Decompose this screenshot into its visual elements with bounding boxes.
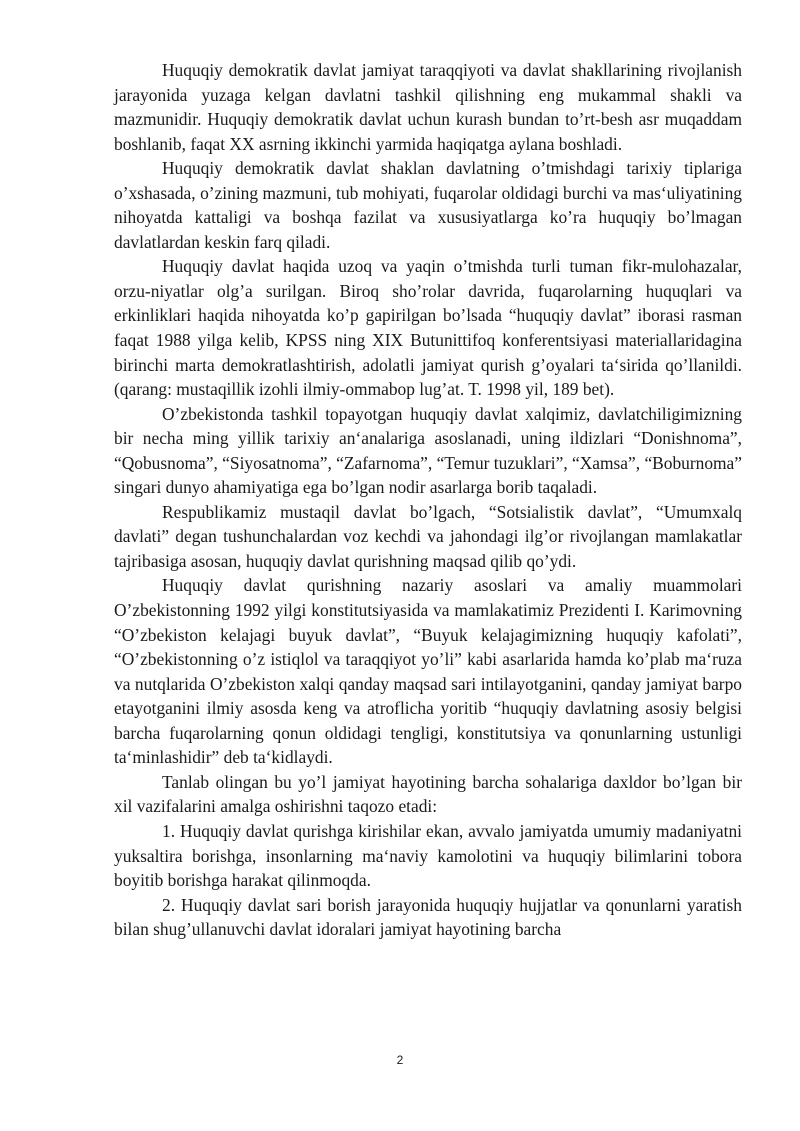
- paragraph-5: Respublikamiz mustaqil davlat bo’lgach, “Sotsialistik davlat”, “Umumxalq davlati” degan tushunchalardan voz kechdi va jahondagi ilg’or rivojlangan mamlakatlar tajribasiga asosan, huquqiy davlat qurishning maqsad qilib qo’ydi.: [114, 501, 742, 571]
- paragraph-3: Huquqiy davlat haqida uzoq va yaqin o’tmishda turli tuman fikr-mulohazalar, orzu-niyatlar olg’a surilgan. Biroq sho’rolar davrida, fuqarolarning huquqlari va erkinliklari haqida nihoyatda ko’p gapirilgan bo’lsada “huquqiy davlat” iborasi rasman faqat 1988 yilga kelib, KPSS ning XIX Butunittifoq konferentsiyasi materiallaridagina birinchi marta demokratlashtirish, adolatli jamiyat qurish g’oyalari ta‘sirida qo’llanildi. (qarang: mustaqillik izohli ilmiy-ommabop lug’at. T. 1998 yil, 189 bet).: [114, 256, 742, 400]
- paragraph-7: Tanlab olingan bu yo’l jamiyat hayotining barcha sohalariga daxldor bo’lgan bir xil vazifalarini amalga oshirishni taqozo etadi:: [114, 771, 742, 817]
- paragraph-2: Huquqiy demokratik davlat shaklan davlatning o’tmishdagi tarixiy tiplariga o’xshasada, o’zining mazmuni, tub mohiyati, fuqarolar oldidagi burchi va mas‘uliyatining nihoyatda kattaligi va boshqa fazilat va xususiyatlarga ko’ra huquqiy bo’lmagan davlatlardan keskin farq qiladi.: [114, 158, 742, 252]
- paragraph-8: 1. Huquqiy davlat qurishga kirishilar ekan, avvalo jamiyatda umumiy madaniyatni yuksaltira borishga, insonlarning ma‘naviy kamolotini va huquqiy bilimlarini tobora boyitib borishga harakat qilinmoqda.: [114, 820, 742, 891]
- paragraph-4: O’zbekistonda tashkil topayotgan huquqiy davlat xalqimiz, davlatchiligimizning bir necha ming yillik tarixiy an‘analariga asoslanadi, uning ildizlari “Donishnoma”, “Qobusnoma”, “Siyosatnoma”, “Zafarnoma”, “Temur tuzuklari”, “Xamsa”, “Boburnoma” singari dunyo ahamiyatiga ega bo’lgan nodir asarlarga borib taqaladi.: [114, 403, 742, 498]
- paragraph-1: Huquqiy demokratik davlat jamiyat taraqqiyoti va davlat shakllarining rivojlanish jarayonida yuzaga kelgan davlatni tashkil qilishning eng mukammal shakli va mazmunidir. Huquqiy demokratik davlat uchun kurash bundan to’rt-besh asr muqaddam boshlanib, faqat XX asrning ikkinchi yarmida haqiqatga aylana boshladi.: [114, 60, 742, 154]
- paragraph-9: 2. Huquqiy davlat sari borish jarayonida huquqiy hujjatlar va qonunlarni yaratish bilan shug’ullanuvchi davlat idoralari jamiyat hayotining barcha: [114, 894, 742, 940]
- page-number: 2: [396, 1053, 404, 1067]
- paragraph-6: Huquqiy davlat qurishning nazariy asoslari va amaliy muammolari O’zbekistonning 1992 yilgi konstitutsiyasida va mamlakatimiz Prezidenti I. Karimovning “O’zbekiston kelajagi buyuk davlat”, “Buyuk kelajagimizning huquqiy kafolati”, “O’zbekistonning o’z istiqlol va taraqqiyot yo’li” kabi asarlarida hamda ko’plab ma‘ruza va nutqlarida O’zbekiston xalqi qanday maqsad sari intilayotganini, qanday jamiyat barpo etayotganini ilmiy asosda keng va atroflicha yoritib “huquqiy davlatning asosiy belgisi barcha fuqarolarning qonun oldidagi tengligi, konstitutsiya va qonunlarning ustunligi ta‘minlashidir” deb ta‘kidlaydi.: [114, 575, 742, 768]
- document-body: [114, 58, 742, 942]
